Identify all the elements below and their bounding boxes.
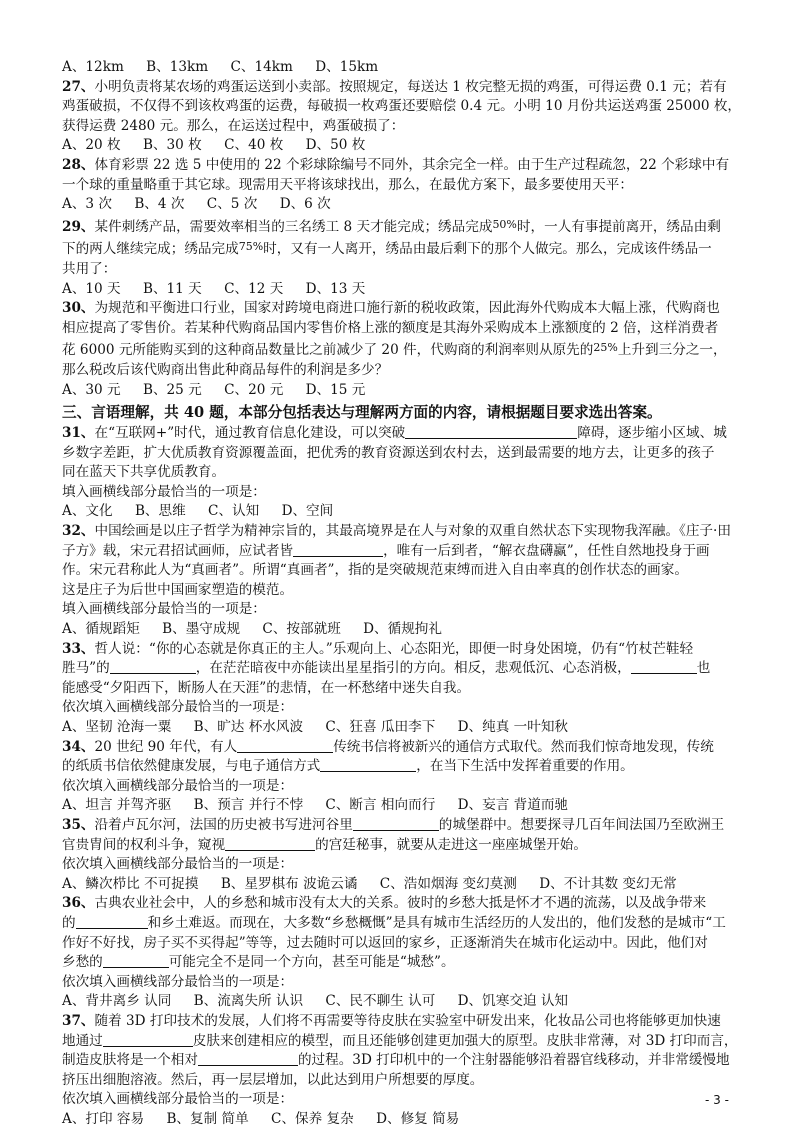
question-text: 地通过 xyxy=(62,1032,103,1049)
question-text: 古典农业社会中，人的乡愁和城市没有太大的关系。彼时的乡愁大抵是怀才不遇的流荡，以及战争带来 xyxy=(94,895,707,912)
question-31 xyxy=(62,424,742,522)
question-number: 30、 xyxy=(62,300,95,317)
option-d: D、15 元 xyxy=(305,381,366,398)
answer-blank xyxy=(320,757,416,772)
percent-value: 25% xyxy=(593,341,618,355)
option-b: B、30 枚 xyxy=(142,137,202,154)
question-text: 体育彩票 22 选 5 中使用的 22 个彩球除编号不同外，其余完全一样。由于生产过程疏忽，22 个彩球中有 xyxy=(94,156,730,173)
section-title: 三、言语理解，共 40 题，本部分包括表达与理解两方面的内容，请根据题目要求选出答案。 xyxy=(62,404,662,422)
option-a: A、背井离乡 认同 xyxy=(62,993,172,1010)
question-number: 28、 xyxy=(62,156,95,173)
option-a: A、30 元 xyxy=(62,381,121,398)
option-c: C、保养 复杂 xyxy=(271,1110,354,1127)
option-a: A、坦言 并驾齐驱 xyxy=(62,797,172,814)
question-options xyxy=(62,502,742,522)
question-text: ，在当下生活中发挥着重要的作用。 xyxy=(416,758,634,775)
option-a: A、文化 xyxy=(62,503,113,520)
option-a: A、10 天 xyxy=(62,280,121,297)
option-d: D、纯真 一叶知秋 xyxy=(457,719,569,735)
option-d: D、不计其数 变幻无常 xyxy=(539,875,677,892)
question-36 xyxy=(62,894,742,1012)
question-options xyxy=(62,992,742,1012)
question-options xyxy=(62,136,742,156)
option-d: D、50 枚 xyxy=(305,137,366,154)
option-a: A、鳞次栉比 不可捉摸 xyxy=(62,875,199,892)
option-a: A、20 枚 xyxy=(62,137,121,154)
question-text: 这是庄子为后世中国画家塑造的模范。 xyxy=(62,581,294,598)
question-text: 胜马”的 xyxy=(62,660,110,677)
answer-blank xyxy=(631,659,697,674)
question-text: 为规范和平衡进口行业，国家对跨境电商进口施行新的税收政策，因此海外代购成本大幅上涨，代购商也 xyxy=(94,300,720,317)
option-c: C、认知 xyxy=(208,503,260,520)
question-text: 鸡蛋破损，不仅得不到该枚鸡蛋的运费，每破损一枚鸡蛋还要赔偿 0.4 元。小明 10 月份共运送鸡蛋 25000 枚， xyxy=(62,98,742,115)
question-text: ，在茫茫暗夜中亦能读出星星指引的方向。相反，悲观低沉、心态消极， xyxy=(195,660,631,677)
option-a: A、3 次 xyxy=(62,196,112,213)
question-text: 的 xyxy=(62,914,76,931)
question-text: 制造皮肤将是一个相对 xyxy=(62,1052,198,1069)
question-text: 的纸质书信依然健康发展，与电子通信方式 xyxy=(62,758,321,775)
q26-option-c: C、14km xyxy=(230,59,293,75)
question-number: 29、 xyxy=(62,218,95,235)
question-number: 33、 xyxy=(62,640,95,657)
question-options xyxy=(62,875,742,895)
option-d: D、13 天 xyxy=(305,280,366,297)
question-options xyxy=(62,381,742,401)
question-text: 同在蓝天下共享优质教育。 xyxy=(62,464,226,481)
exam-page xyxy=(62,58,742,1129)
option-b: B、墨守成规 xyxy=(162,621,241,638)
question-text: 作好不好找，房子买不买得起”等等，过去随时可以返回的家乡，正逐渐消失在城市化运动中。因此，他们对 xyxy=(62,934,708,951)
question-text: 在“互联网+”时代，通过教育信息化建设，可以突破 xyxy=(94,425,406,442)
page-number: - 3 - xyxy=(705,1093,729,1107)
q26-option-d: D、15km xyxy=(315,59,379,75)
option-b: B、旷达 杯水风波 xyxy=(193,719,304,735)
question-number: 36、 xyxy=(62,895,95,912)
q26-options xyxy=(62,58,742,78)
option-d: D、妄言 背道而驰 xyxy=(457,797,569,814)
option-b: B、预言 并行不悖 xyxy=(193,797,304,814)
question-prompt: 填入画横线部分最恰当的一项是： xyxy=(62,601,266,618)
question-text: 时，又有一人离开，绣品由最后剩下的那个人做完。那么，完成该件绣品一 xyxy=(263,241,712,258)
question-text: 随着 3D 打印技术的发展，人们将不再需要等待皮肤在实验室中研发出来，化妆品公司也将能够更加快速 xyxy=(94,1012,721,1029)
question-options xyxy=(62,620,742,640)
question-text: 挤压出细胞溶液。然后，再一层层增加，以此达到用户所想要的厚度。 xyxy=(62,1071,484,1088)
question-37 xyxy=(62,1012,742,1130)
q26-option-b: B、13km xyxy=(146,59,209,75)
answer-blank xyxy=(405,424,577,439)
question-options xyxy=(62,195,742,215)
question-options xyxy=(62,280,742,300)
option-a: A、打印 容易 xyxy=(62,1110,145,1127)
question-prompt: 填入画横线部分最恰当的一项是： xyxy=(62,483,266,500)
answer-blank xyxy=(293,542,383,557)
question-text: 的城堡群中。想要探寻几百年间法国乃至欧洲王 xyxy=(438,816,725,833)
question-text: 乡数字差距，扩大优质教育资源覆盖面，把优秀的教育资源送到农村去，送到最需要的地方去，让更多的孩子 xyxy=(62,444,715,461)
answer-blank xyxy=(76,914,148,929)
question-number: 31、 xyxy=(62,425,95,442)
question-text: 哲人说：“你的心态就是你真正的主人。”乐观向上、心态阳光，即便一时身处困境，仍有“竹杖芒鞋轻 xyxy=(94,640,694,657)
answer-blank xyxy=(198,1051,298,1066)
question-options xyxy=(62,1110,742,1130)
option-d: D、饥寒交迫 认知 xyxy=(457,993,569,1010)
question-text: 传统书信将被新兴的通信方式取代。然而我们惊奇地发现，传统 xyxy=(333,738,714,755)
question-number: 32、 xyxy=(62,523,95,540)
question-33 xyxy=(62,640,742,738)
option-b: B、11 天 xyxy=(142,280,202,297)
q26-option-a: A、12km xyxy=(62,59,124,75)
option-d: D、6 次 xyxy=(279,196,331,213)
question-27 xyxy=(62,78,742,156)
question-text: 一个球的重量略重于其它球。现需用天平将该球找出，那么，在最优方案下，最多要使用天平： xyxy=(62,176,633,193)
question-number: 27、 xyxy=(62,78,95,95)
question-number: 35、 xyxy=(62,816,95,833)
question-number: 34、 xyxy=(62,738,95,755)
option-c: C、民不聊生 认可 xyxy=(325,993,436,1010)
option-d: D、修复 简易 xyxy=(376,1110,460,1127)
percent-value: 50% xyxy=(492,217,517,231)
option-d: D、循规拘礼 xyxy=(363,621,442,638)
question-text: 皮肤来创建相应的模型，而且还能够创建更加强大的原型。皮肤非常薄，对 3D 打印而言， xyxy=(192,1032,738,1049)
question-text: 某件刺绣产品，需要效率相当的三名绣工 8 天才能完成；绣品完成 xyxy=(94,218,493,235)
question-options xyxy=(62,796,742,816)
question-text: 官贵胄间的权利斗争，窥视 xyxy=(62,836,226,853)
option-d: D、空间 xyxy=(281,503,334,520)
question-text: 障碍，逐步缩小区域、城 xyxy=(577,425,727,442)
question-prompt: 依次填入画横线部分最恰当的一项是： xyxy=(62,699,294,716)
question-prompt: 依次填入画横线部分最恰当的一项是： xyxy=(62,1091,294,1108)
answer-blank xyxy=(237,738,333,753)
question-text: 可能完全不是同一个方向，甚至可能是“城愁”。 xyxy=(168,954,455,971)
question-text: 那么税改后该代购商出售此种商品每件的利润是多少？ xyxy=(62,361,389,378)
option-c: C、12 天 xyxy=(224,280,284,297)
question-30 xyxy=(62,299,742,400)
answer-blank xyxy=(103,1032,193,1047)
option-b: B、25 元 xyxy=(142,381,202,398)
question-text: 相应提高了零售价。若某种代购商品国内零售价格上涨的额度是其海外采购成本上涨额度的 2 倍，这样消费者 xyxy=(62,319,719,336)
question-text: 20 世纪 90 年代，有人 xyxy=(94,738,238,755)
question-text: 和乡土难返。而现在，大多数“乡愁概慨”是具有城市生活经历的人发出的，他们发愁的是城市“工 xyxy=(147,914,726,931)
answer-blank xyxy=(103,953,169,968)
option-c: C、按部就班 xyxy=(262,621,341,638)
question-34 xyxy=(62,738,742,816)
option-c: C、浩如烟海 变幻莫测 xyxy=(379,875,517,892)
percent-value: 75% xyxy=(238,240,264,254)
answer-blank xyxy=(225,836,315,851)
question-options xyxy=(62,718,742,738)
option-c: C、狂喜 瓜田李下 xyxy=(325,719,436,735)
question-text: 共用了： xyxy=(62,260,117,277)
question-text: 的宫廷秘事，就要从走进这一座座城堡开始。 xyxy=(315,836,587,853)
option-a: A、坚韧 沧海一粟 xyxy=(62,719,172,735)
question-text: 中国绘画是以庄子哲学为精神宗旨的，其最高境界是在人与对象的双重自然状态下实现物我浑融。《庄子·田 xyxy=(94,523,731,540)
question-text: 上升到三分之一， xyxy=(617,342,727,359)
option-c: C、20 元 xyxy=(224,381,284,398)
question-text: 获得运费 2480 元。那么，在运送过程中，鸡蛋破损了： xyxy=(62,117,405,134)
answer-blank xyxy=(110,659,196,674)
option-b: B、星罗棋布 波诡云谲 xyxy=(220,875,358,892)
question-text: 乡愁的 xyxy=(62,954,103,971)
option-a: A、循规蹈矩 xyxy=(62,621,140,638)
question-text: 沿着卢瓦尔河，法国的历史被书写进河谷里 xyxy=(94,816,353,833)
question-prompt: 依次填入画横线部分最恰当的一项是： xyxy=(62,973,294,990)
question-text: 能感受“夕阳西下，断肠人在天涯”的悲情，在一杯愁绪中迷失自我。 xyxy=(62,679,471,696)
question-text: 也 xyxy=(696,660,711,677)
question-text: 小明负责将某农场的鸡蛋运送到小卖部。按照规定，每送达 1 枚完整无损的鸡蛋，可得运费 0.1 元；若有 xyxy=(94,78,727,95)
question-text: 作。宋元君称此人为“真画者”。所谓“真画者”，指的是突破规范束缚而进入自由率真的创作状态的画家。 xyxy=(62,562,688,579)
question-number: 37、 xyxy=(62,1012,95,1029)
question-text: 子方》载，宋元君招试画师，应试者皆 xyxy=(62,542,294,559)
question-prompt: 依次填入画横线部分最恰当的一项是： xyxy=(62,777,294,794)
question-28 xyxy=(62,156,742,215)
question-prompt: 依次填入画横线部分最恰当的一项是： xyxy=(62,856,294,873)
question-text: 的过程。3D 打印机中的一个注射器能够沿着器官线移动，并非常缓慢地 xyxy=(297,1052,730,1069)
question-text: 花 6000 元所能购买到的这种商品数量比之前减少了 20 件，代购商的利润率则从原先的 xyxy=(62,342,594,359)
question-32 xyxy=(62,522,742,640)
option-b: B、4 次 xyxy=(134,196,185,213)
question-text: 时，一人有事提前离开，绣品由剩 xyxy=(516,218,721,235)
option-b: B、思维 xyxy=(134,503,186,520)
option-c: C、断言 相向而行 xyxy=(325,797,436,814)
question-text: 下的两人继续完成；绣品完成 xyxy=(62,241,239,258)
option-c: C、40 枚 xyxy=(224,137,284,154)
question-29 xyxy=(62,215,742,299)
question-35 xyxy=(62,816,742,894)
question-text: ，唯有一后到者，“解衣盘礴赢”，任性自然地投身于画 xyxy=(383,542,710,559)
answer-blank xyxy=(353,816,439,831)
option-c: C、5 次 xyxy=(206,196,258,213)
option-b: B、流离失所 认识 xyxy=(193,993,304,1010)
option-b: B、复制 简单 xyxy=(166,1110,249,1127)
